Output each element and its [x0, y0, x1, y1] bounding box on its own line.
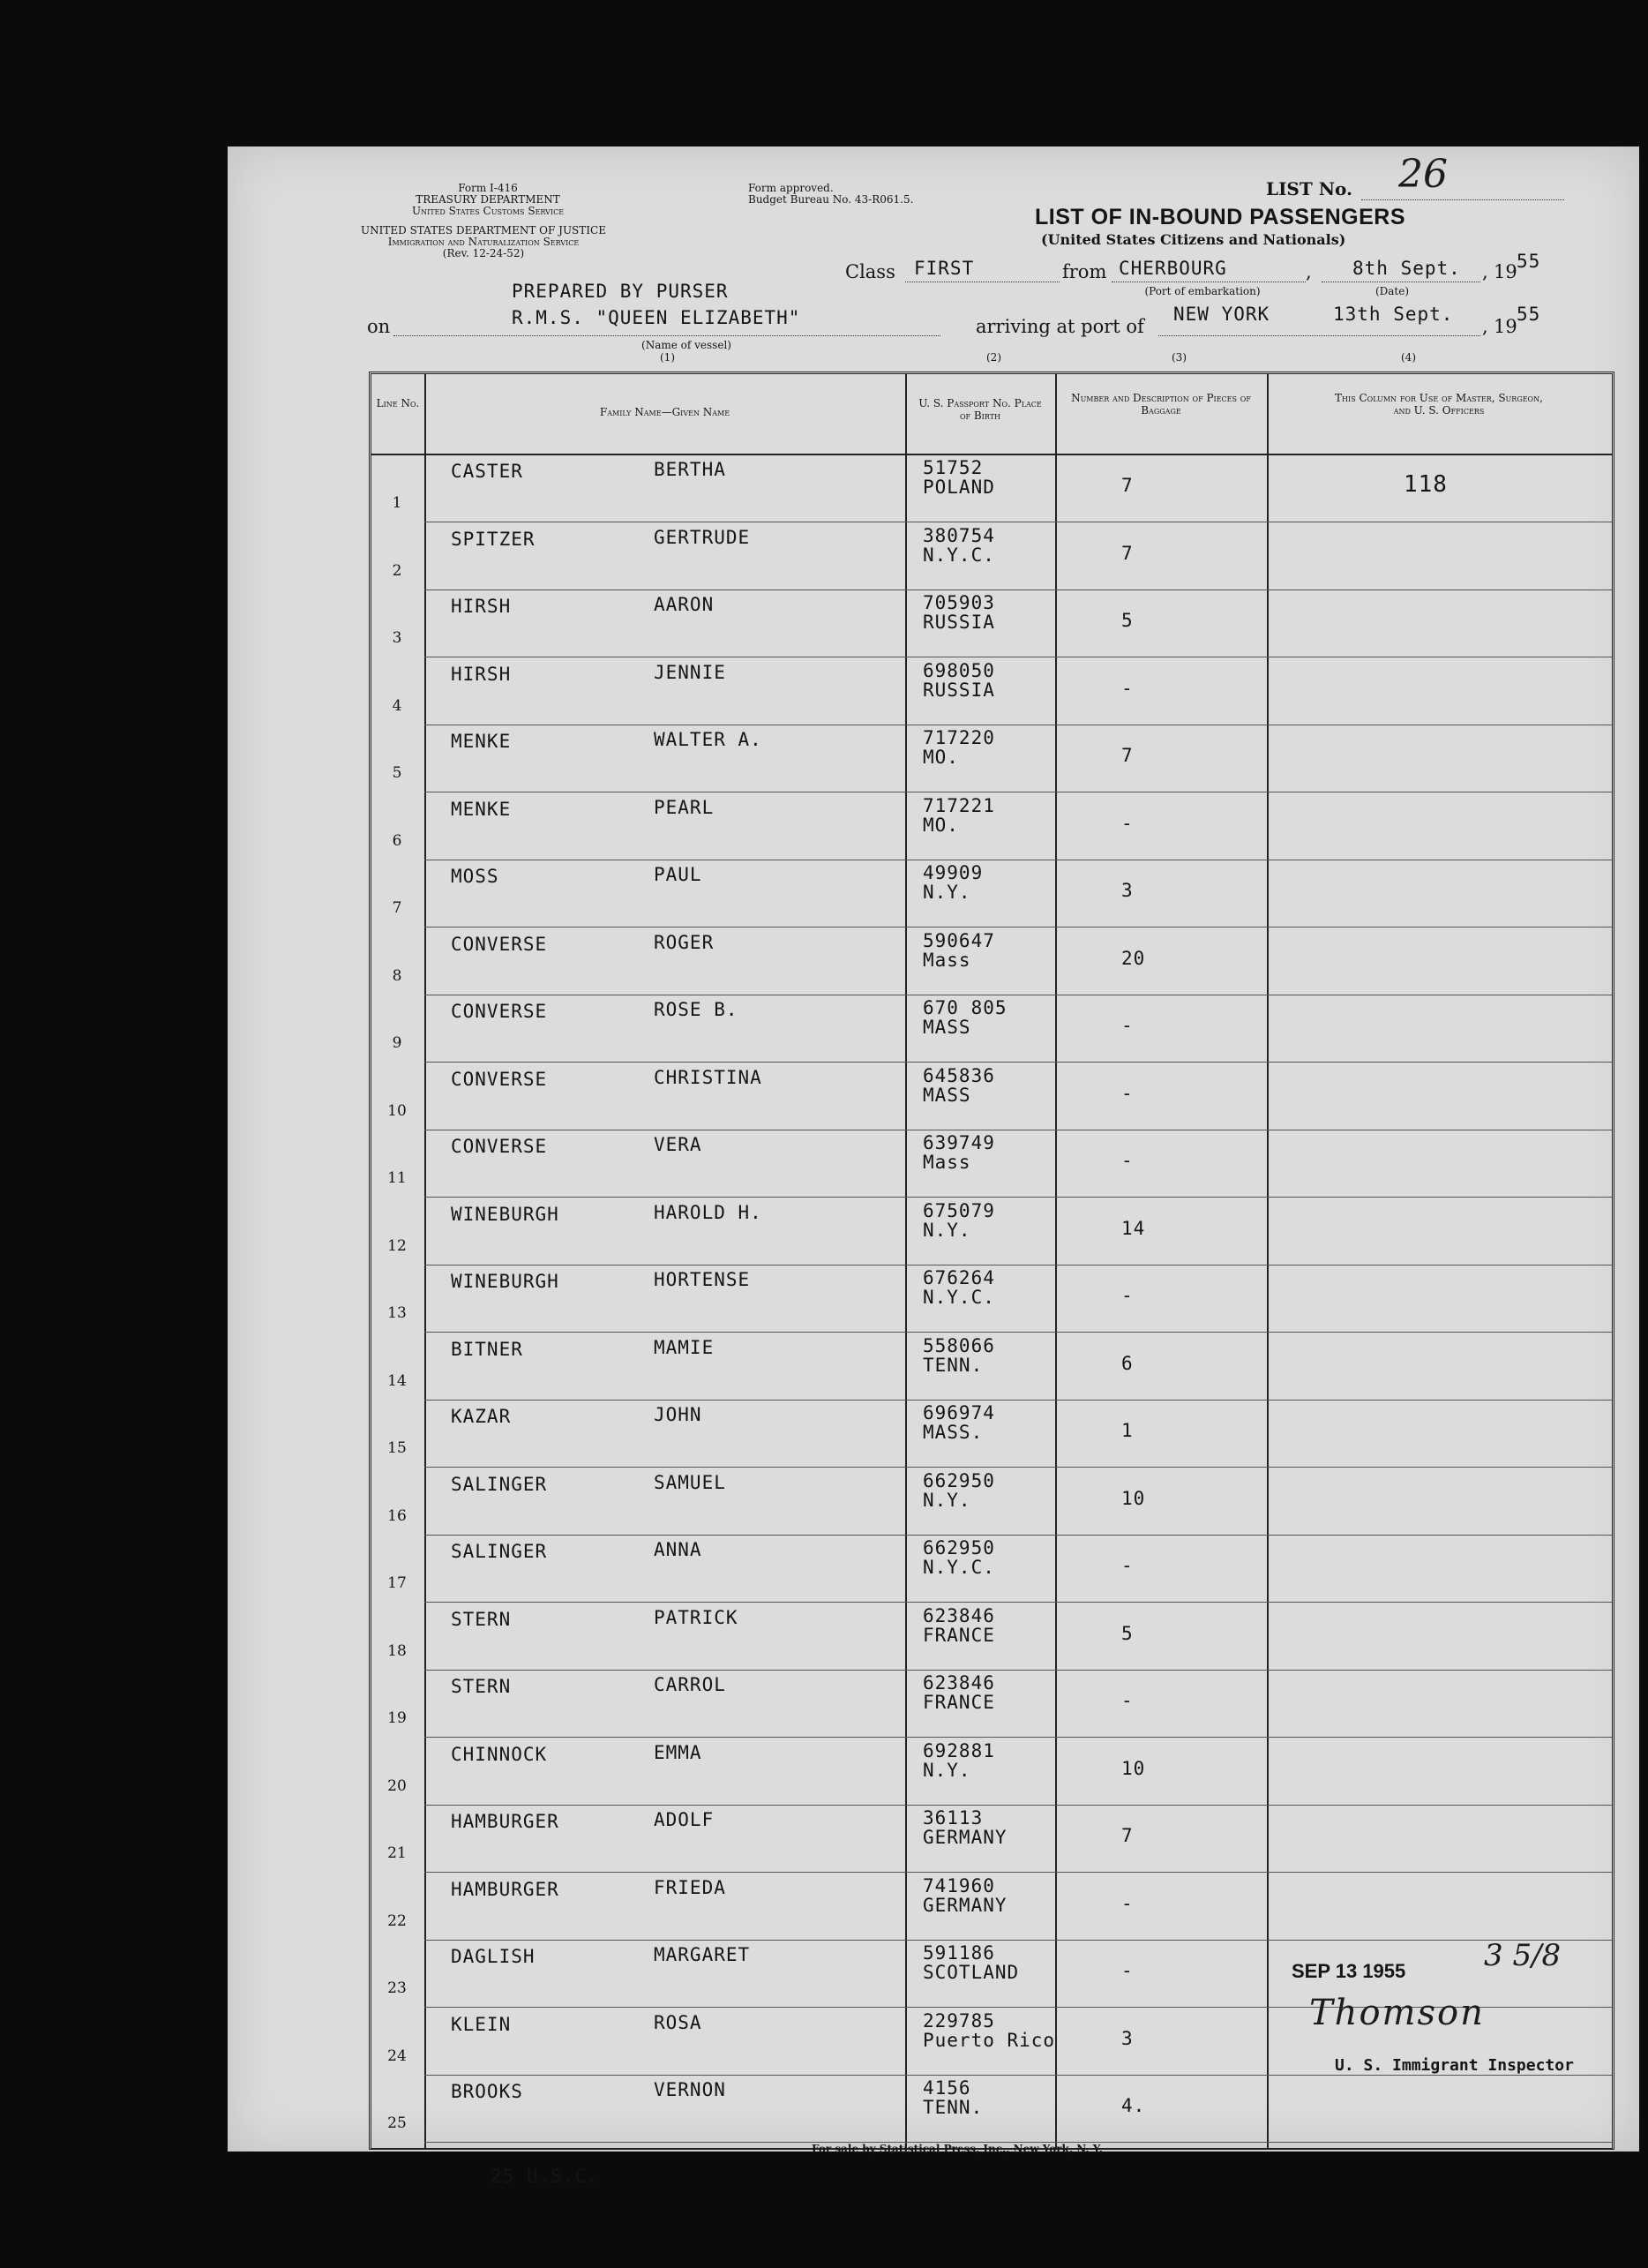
given-name: JENNIE [654, 661, 726, 683]
family-name: MOSS [451, 866, 499, 887]
baggage-count: 5 [1121, 610, 1134, 631]
place-of-birth: POLAND [923, 477, 995, 498]
family-name: WINEBURGH [451, 1271, 559, 1292]
place-of-birth: Mass [923, 1152, 971, 1173]
passport-number: 590647 [923, 929, 995, 951]
family-name: HAMBURGER [451, 1878, 559, 1900]
passport-number: 623846 [923, 1604, 995, 1626]
given-name: PATRICK [654, 1606, 738, 1628]
place-of-birth: MO. [923, 814, 959, 836]
embark-year-prefix: 19 [1494, 261, 1517, 282]
baggage-count: 14 [1121, 1217, 1146, 1239]
line-number: 25 [387, 2114, 407, 2132]
place-of-birth: Puerto Rico [923, 2029, 1056, 2051]
passport-number: 51752 [923, 457, 984, 478]
table-row [371, 523, 1612, 590]
family-name: MENKE [451, 798, 512, 820]
given-name: FRIEDA [654, 1876, 726, 1898]
line-number: 7 [392, 899, 402, 917]
baggage-count: - [1121, 1285, 1134, 1306]
given-name: PAUL [654, 864, 702, 885]
table-row [371, 1806, 1612, 1873]
table-row [371, 1603, 1612, 1671]
inspector-title: U. S. Immigrant Inspector [1335, 2056, 1574, 2075]
family-name: STERN [451, 1676, 512, 1697]
ins-service: Immigration and Naturalization Service [387, 236, 580, 248]
line-number: 18 [387, 1641, 407, 1660]
line-number: 21 [387, 1844, 407, 1862]
passport-number: 36113 [923, 1807, 984, 1829]
list-number-handwritten: 26 [1398, 152, 1448, 197]
passport-number: 662950 [923, 1537, 995, 1558]
vessel-name: R.M.S. "QUEEN ELIZABETH" [512, 307, 801, 328]
baggage-count: 6 [1121, 1352, 1134, 1374]
baggage-count: - [1121, 812, 1134, 834]
baggage-count: - [1121, 1082, 1134, 1104]
passport-number: 717220 [923, 727, 995, 748]
table-row [371, 1671, 1612, 1738]
place-of-birth: TENN. [923, 2097, 984, 2118]
family-name: HIRSH [451, 663, 512, 685]
place-of-birth: N.Y. [923, 1219, 971, 1241]
passenger-manifest-sheet [228, 146, 1639, 2187]
given-name: PEARL [654, 796, 715, 818]
given-name: ANNA [654, 1539, 702, 1560]
passport-number: 670 805 [923, 997, 1008, 1018]
table-row [371, 1739, 1612, 1806]
given-name: SAMUEL [654, 1471, 726, 1493]
family-name: SALINGER [451, 1473, 548, 1495]
arrival-date-stamp: SEP 13 1955 [1292, 1960, 1406, 1982]
form-number: Form I-416 [458, 182, 518, 194]
given-name: JOHN [654, 1404, 702, 1425]
place-of-birth: SCOTLAND [923, 1962, 1020, 1983]
line-number: 2 [392, 561, 402, 580]
family-name: SALINGER [451, 1541, 548, 1562]
place-of-birth: N.Y. [923, 1489, 971, 1511]
given-name: ROGER [654, 931, 715, 953]
family-name: KAZAR [451, 1406, 512, 1427]
budget-bureau: Budget Bureau No. 43-R061.5. [748, 193, 914, 206]
given-name: AARON [654, 594, 715, 615]
table-row [371, 928, 1612, 995]
baggage-count: - [1121, 677, 1134, 699]
vessel-caption: (Name of vessel) [641, 339, 731, 351]
baggage-count: 20 [1121, 947, 1146, 969]
baggage-count: - [1121, 1960, 1134, 1981]
baggage-count: 3 [1121, 2027, 1134, 2049]
given-name: HORTENSE [654, 1269, 751, 1290]
passport-number: 662950 [923, 1469, 995, 1491]
baggage-count: 5 [1121, 1622, 1134, 1644]
given-name: GERTRUDE [654, 526, 751, 548]
column-number-2: (2) [986, 351, 1001, 364]
place-of-birth: N.Y. [923, 882, 971, 903]
prepared-by: PREPARED BY PURSER [512, 281, 729, 302]
baggage-count: - [1121, 1892, 1134, 1914]
family-name: CASTER [451, 461, 523, 482]
agency-customs: United States Customs Service [411, 205, 565, 217]
passport-number: 698050 [923, 659, 995, 681]
comma-separator: , [1306, 261, 1312, 282]
passport-number: 229785 [923, 2009, 995, 2031]
baggage-count: 10 [1121, 1487, 1146, 1509]
baggage-count: - [1121, 1015, 1134, 1036]
family-name: CONVERSE [451, 1001, 548, 1022]
passport-number: 380754 [923, 524, 995, 546]
place-of-birth: RUSSIA [923, 612, 995, 633]
table-row [371, 2076, 1612, 2143]
passport-number: 639749 [923, 1132, 995, 1153]
from-label: from [1062, 261, 1107, 282]
agency-treasury: TREASURY DEPARTMENT [416, 193, 560, 206]
arrival-year-prefix: 19 [1494, 316, 1517, 337]
family-name: BITNER [451, 1338, 523, 1360]
passport-number: 645836 [923, 1064, 995, 1086]
list-number-underline [1361, 199, 1564, 200]
table-row [371, 1265, 1612, 1333]
place-of-birth: MASS [923, 1084, 971, 1106]
class-value: FIRST [914, 258, 975, 279]
table-row [371, 1198, 1612, 1265]
table-row [371, 1536, 1612, 1603]
officer-note: 118 [1404, 471, 1448, 498]
place-of-birth: N.Y.C. [923, 1557, 995, 1578]
inspector-signature: Thomson [1309, 1993, 1485, 2033]
line-number: 11 [387, 1169, 407, 1187]
given-name: VERNON [654, 2079, 726, 2100]
form-revision: (Rev. 12-24-52) [442, 247, 525, 259]
place-of-birth: RUSSIA [923, 679, 995, 701]
place-of-birth: N.Y. [923, 1759, 971, 1781]
column-number-4: (4) [1401, 351, 1416, 364]
baggage-count: - [1121, 1555, 1134, 1576]
family-name: CONVERSE [451, 1136, 548, 1157]
arrival-date: 13th Sept. [1333, 304, 1454, 325]
line-number: 4 [392, 696, 402, 715]
line-number: 22 [387, 1911, 407, 1930]
given-name: MAMIE [654, 1336, 715, 1358]
family-name: HAMBURGER [451, 1811, 559, 1832]
passport-number: 591186 [923, 1942, 995, 1964]
line-number: 3 [392, 629, 402, 647]
table-row [371, 1401, 1612, 1468]
form-approved: Form approved. [748, 182, 834, 194]
line-number: 19 [387, 1709, 407, 1727]
line-number: 14 [387, 1371, 407, 1390]
place-of-birth: FRANCE [923, 1624, 995, 1646]
given-name: CHRISTINA [654, 1066, 762, 1088]
statute-reference: 25 U.S.C. [491, 2166, 599, 2187]
passport-number: 623846 [923, 1672, 995, 1693]
line-number: 10 [387, 1101, 407, 1120]
table-row [371, 1468, 1612, 1536]
class-label: Class [845, 261, 895, 282]
line-number: 15 [387, 1439, 407, 1457]
embark-year: 55 [1517, 251, 1541, 272]
arrival-year-comma: , [1482, 316, 1488, 337]
line-number: 23 [387, 1979, 407, 1997]
family-name: STERN [451, 1608, 512, 1630]
family-name: BROOKS [451, 2081, 523, 2102]
baggage-count: 10 [1121, 1757, 1146, 1779]
passport-number: 717221 [923, 794, 995, 816]
port-of-embarkation: CHERBOURG [1119, 258, 1227, 279]
handwritten-mark: 3 5/8 [1484, 1938, 1562, 1973]
baggage-count: 7 [1121, 1825, 1134, 1846]
family-name: MENKE [451, 731, 512, 752]
line-number: 9 [392, 1034, 402, 1052]
baggage-count: 4. [1121, 2095, 1146, 2116]
given-name: VERA [654, 1134, 702, 1155]
given-name: WALTER A. [654, 729, 762, 750]
place-of-birth: N.Y.C. [923, 1287, 995, 1308]
passport-number: 705903 [923, 592, 995, 613]
line-number: 17 [387, 1574, 407, 1592]
baggage-count: - [1121, 1150, 1134, 1171]
baggage-count: 1 [1121, 1420, 1134, 1441]
passport-number: 741960 [923, 1874, 995, 1896]
place-of-birth: Mass [923, 949, 971, 971]
baggage-count: 7 [1121, 475, 1134, 496]
baggage-count: - [1121, 1690, 1134, 1711]
place-of-birth: FRANCE [923, 1692, 995, 1713]
line-number: 16 [387, 1506, 407, 1525]
family-name: CHINNOCK [451, 1743, 548, 1765]
line-number: 5 [392, 764, 402, 782]
place-of-birth: N.Y.C. [923, 544, 995, 566]
arrival-year: 55 [1517, 304, 1541, 325]
given-name: EMMA [654, 1741, 702, 1763]
family-name: HIRSH [451, 596, 512, 617]
given-name: BERTHA [654, 459, 726, 480]
passport-number: 558066 [923, 1334, 995, 1356]
line-number: 1 [392, 494, 402, 512]
table-row [371, 590, 1612, 657]
line-number: 24 [387, 2046, 407, 2065]
line-number: 12 [387, 1236, 407, 1255]
header-name: Family Name—Given Name [599, 406, 730, 418]
document-title: LIST OF IN-BOUND PASSENGERS [1035, 205, 1406, 229]
table-row [371, 793, 1612, 860]
baggage-count: 7 [1121, 745, 1134, 766]
table-row [371, 1333, 1612, 1401]
embark-date: 8th Sept. [1352, 258, 1461, 279]
header-passport: U. S. Passport No. Place of Birth [918, 397, 1042, 422]
place-of-birth: TENN. [923, 1354, 984, 1376]
given-name: HAROLD H. [654, 1201, 762, 1223]
line-number: 20 [387, 1776, 407, 1795]
passport-number: 676264 [923, 1267, 995, 1288]
table-row [371, 1130, 1612, 1198]
line-number: 6 [392, 831, 402, 850]
table-header [371, 374, 1612, 455]
table-row [371, 1063, 1612, 1130]
port-of-arrival: NEW YORK [1173, 304, 1270, 325]
line-number: 8 [392, 966, 402, 985]
line-number: 13 [387, 1304, 407, 1322]
passport-number: 49909 [923, 862, 984, 883]
passenger-table [369, 372, 1614, 2150]
passport-number: 4156 [923, 2077, 971, 2099]
given-name: MARGARET [654, 1944, 751, 1965]
given-name: ROSE B. [654, 999, 738, 1020]
family-name: SPITZER [451, 528, 536, 550]
given-name: ROSA [654, 2011, 702, 2033]
date-caption: (Date) [1375, 285, 1410, 297]
table-row [371, 658, 1612, 725]
table-row [371, 1874, 1612, 1941]
family-name: KLEIN [451, 2013, 512, 2035]
on-label: on [367, 316, 391, 337]
header-baggage: Number and Description of Pieces of Baggage [1071, 392, 1251, 417]
table-row [371, 860, 1612, 927]
given-name: ADOLF [654, 1809, 715, 1830]
printer-credit: For sale by Statistical Press, Inc., New York, N. Y. [812, 2143, 1103, 2155]
document-subtitle: (United States Citizens and Nationals) [1041, 231, 1346, 248]
table-row [371, 995, 1612, 1063]
passport-number: 696974 [923, 1402, 995, 1423]
baggage-count: 3 [1121, 880, 1134, 901]
arriving-label: arriving at port of [976, 316, 1144, 337]
table-row [371, 455, 1612, 522]
arrival-underline [1158, 335, 1480, 336]
family-name: WINEBURGH [451, 1203, 559, 1225]
place-of-birth: MASS. [923, 1422, 984, 1443]
port-embark-caption: (Port of embarkation) [1144, 285, 1261, 297]
place-of-birth: MO. [923, 747, 959, 768]
family-name: CONVERSE [451, 1068, 548, 1090]
place-of-birth: GERMANY [923, 1827, 1008, 1848]
dept-justice: UNITED STATES DEPARTMENT OF JUSTICE [361, 224, 606, 237]
column-number-3: (3) [1172, 351, 1187, 364]
year-comma: , [1482, 261, 1488, 282]
place-of-birth: MASS [923, 1017, 971, 1038]
column-number-1: (1) [660, 351, 675, 364]
header-line-no: Line No. [376, 397, 420, 409]
table-row [371, 725, 1612, 792]
baggage-count: 7 [1121, 542, 1134, 564]
family-name: CONVERSE [451, 933, 548, 955]
place-of-birth: GERMANY [923, 1894, 1008, 1916]
vessel-underline [393, 335, 940, 336]
given-name: CARROL [654, 1674, 726, 1695]
passport-number: 675079 [923, 1199, 995, 1221]
family-name: DAGLISH [451, 1946, 536, 1967]
list-number-label: LIST No. [1266, 178, 1352, 199]
passport-number: 692881 [923, 1739, 995, 1761]
header-officers: This Column for Use of Master, Surgeon, and U. S. Officers [1335, 392, 1543, 417]
